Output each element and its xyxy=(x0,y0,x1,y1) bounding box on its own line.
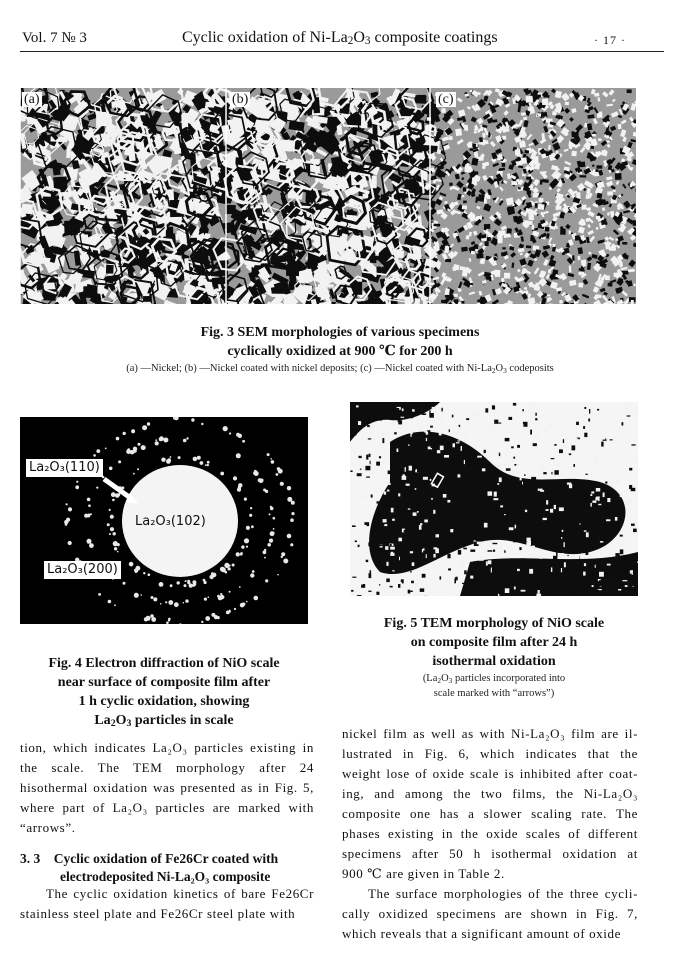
fig5-title-line2: on composite film after 24 h xyxy=(410,635,578,650)
fig3-title-line2: cyclically oxidized at 900 ℃ for 200 h xyxy=(227,344,453,359)
fig4-annotation-200: La₂O₃(200) xyxy=(44,561,121,579)
fig5-tem-image xyxy=(350,402,638,596)
fig4-annotation-102: La₂O₃(102) xyxy=(135,514,206,529)
fig5-title-line1: Fig. 5 TEM morphology of NiO scale xyxy=(383,616,605,631)
right-line-4: ing, and among the two films, the Ni-La₂O₃ xyxy=(342,786,638,801)
fig4-title-line3: 1 h cyclic oxidation, showing xyxy=(78,694,250,709)
fig5-title-line3: isothermal oxidation xyxy=(432,654,556,669)
fig3-panel-label-b: (b) xyxy=(232,92,249,107)
left-column-text-2 xyxy=(20,884,314,924)
running-title: Cyclic oxidation of $Ni-La_2O_3$ composite coatings xyxy=(182,29,498,47)
left-after-line-2: stainless steel plate and Fe26Cr steel plate with xyxy=(20,906,296,921)
left-line-1: tion, which indicates La₂O₃ particles existing in xyxy=(20,740,314,755)
fig5-scale-bar-label: 50 nm xyxy=(598,578,634,591)
fig3-subcaption: (a) —Nickel; (b) —Nickel coated with nickel deposits; (c) —Nickel coated with $Ni-La_2O_3$ codeposits xyxy=(126,363,554,375)
fig4-diffraction-image xyxy=(20,417,308,624)
fig5-sub-line2: scale marked with “arrows”) xyxy=(433,688,555,699)
fig4-annotation-110: La₂O₃(110) xyxy=(26,459,103,477)
left-after-line-1: The cyclic oxidation kinetics of bare Fe26Cr xyxy=(46,886,314,901)
journal-volume: Vol. 7 № 3 xyxy=(22,30,87,46)
fig3-title-line1: Fig. 3 SEM morphologies of various specimens xyxy=(200,325,480,340)
fig3-panel-label-a: (a) xyxy=(24,92,40,107)
right-line-7: specimens after 50 h isothermal oxidation at xyxy=(342,846,638,861)
right-para2-line-1: The surface morphologies of the three cycli- xyxy=(368,886,638,901)
fig3-panel-label-c: (c) xyxy=(438,92,454,107)
left-line-2: the scale. The TEM morphology after 24 xyxy=(20,760,314,775)
left-line-5: “arrows”. xyxy=(20,820,76,835)
fig4-title-line1: Fig. 4 Electron diffraction of NiO scale xyxy=(48,656,280,671)
fig4-caption xyxy=(20,654,308,730)
fig3-sem-image xyxy=(20,88,636,304)
section-heading xyxy=(20,850,320,886)
left-column-text xyxy=(20,738,314,838)
right-line-8: 900 ℃ are given in Table 2. xyxy=(342,866,505,881)
fig4-title-line4: $La_2O_3$ particles in scale xyxy=(94,713,234,729)
right-line-3: weight lose of oxide scale is inhibited after coat- xyxy=(342,766,638,781)
left-line-3: hisothermal oxidation was presented as in Fig. 5, xyxy=(20,780,314,795)
page-number: · 17 · xyxy=(594,33,626,47)
section-title-line1: Cyclic oxidation of Fe26Cr coated with xyxy=(53,851,279,866)
header-rule xyxy=(20,51,664,52)
right-line-6: phases existing in the oxide scales of different xyxy=(342,826,638,841)
left-line-4: where part of La₂O₃ particles are marked with xyxy=(20,800,314,815)
fig5-sub-line1: ($La_2O_3$ particles incorporated into xyxy=(422,673,566,685)
section-number: 3. 3 xyxy=(20,851,41,866)
right-column-text xyxy=(342,724,638,944)
fig3-caption xyxy=(20,323,660,376)
fig5-caption xyxy=(350,614,638,701)
right-line-1: nickel film as well as with Ni-La₂O₃ film are il- xyxy=(342,726,638,741)
section-title-line2: electrodeposited Ni-La₂O₃ composite xyxy=(60,869,271,884)
right-para2-line-2: cally oxidized specimens are shown in Fig. 7, xyxy=(342,906,638,921)
right-line-5: composite one has a slower scaling rate. The xyxy=(342,806,638,821)
right-line-2: lustrated in Fig. 6, which indicates that the xyxy=(342,746,638,761)
right-para2-line-3: which reveals that a significant amount of oxide xyxy=(342,926,621,941)
fig4-title-line2: near surface of composite film after xyxy=(57,675,271,690)
